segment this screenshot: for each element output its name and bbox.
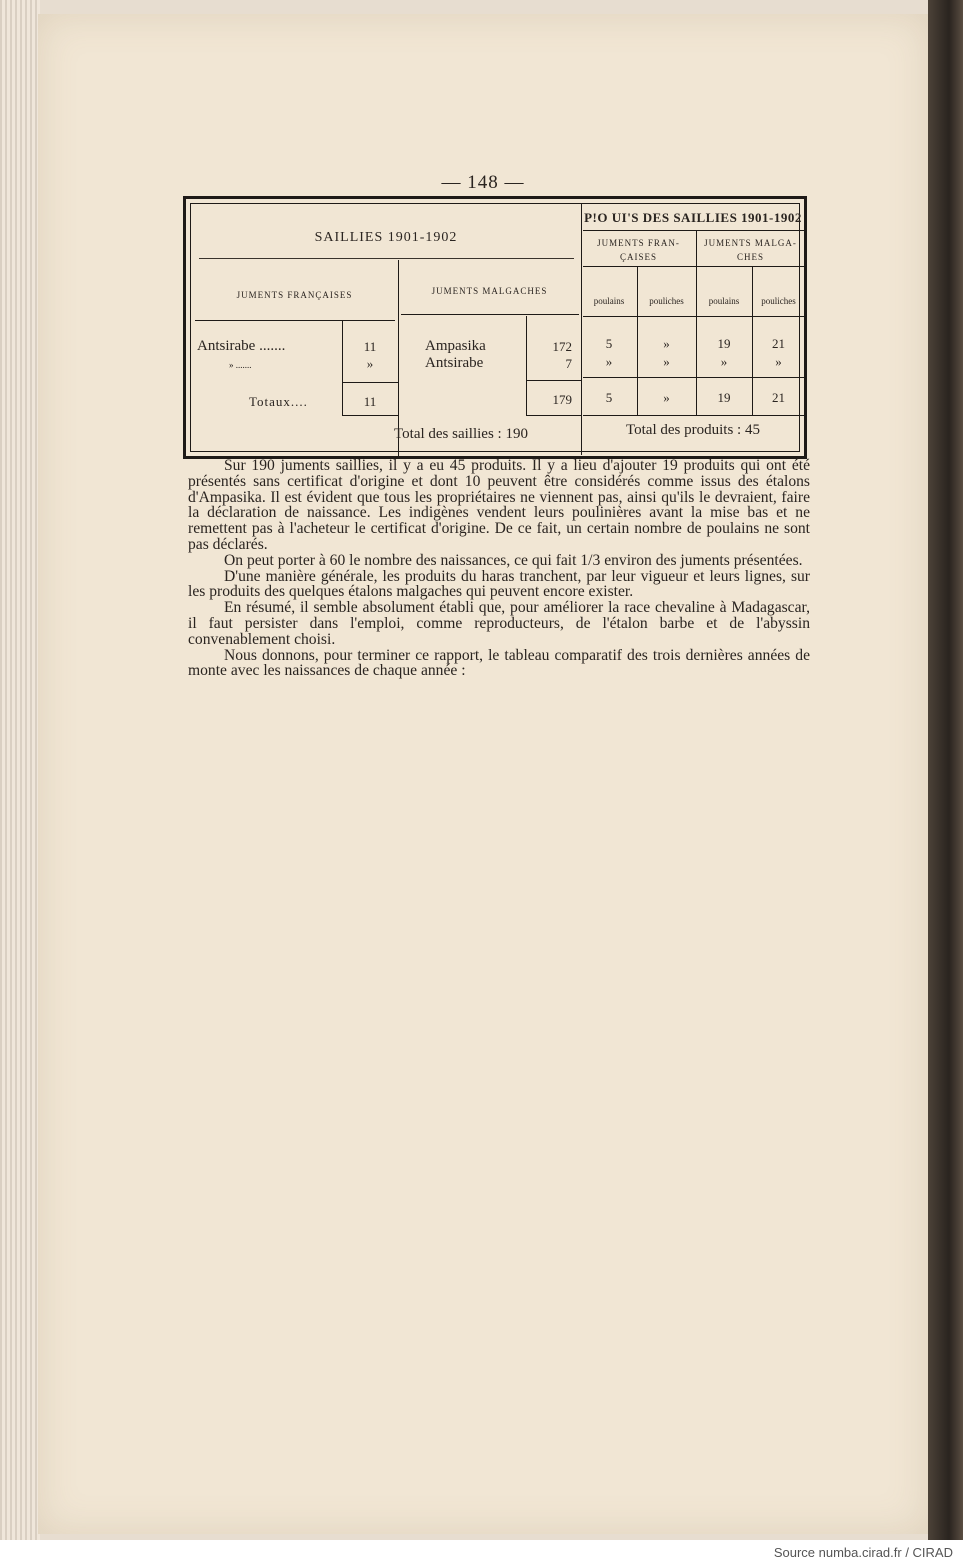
jm-poulains-total: 19 [717,390,731,405]
prod-subheader-rule [583,316,805,317]
book-page [38,14,928,1534]
jm-pouliches-total: 21 [772,390,785,405]
jf-pouliches-2: » [663,354,670,369]
jm-pouliches-1: 21 [772,336,785,351]
total-saillies: Total des saillies : 190 [394,426,528,442]
prod-header-rule [583,266,805,267]
jf-header-rule [195,320,395,321]
prod-total-rule-bottom [583,415,805,416]
page-stack-edge [0,0,40,1540]
jm-header-rule [401,314,579,315]
jf-pouliches-header: pouliches [649,296,684,306]
jf-pouliches-1: » [663,336,670,351]
jf-total-rule-top [342,382,398,383]
title-rule [199,258,574,259]
jf-header: JUMENTS FRANÇAISES [236,290,353,300]
jf-place-1: Antsirabe ....... [197,338,286,354]
jf-count-1: 11 [363,339,377,354]
jm-poulains-1: 19 [717,336,731,351]
book-spine [928,0,963,1540]
jf-total-rule-bottom [342,415,398,416]
jf-pouliches-total: » [663,390,670,405]
page-number: — 148 — [441,172,525,193]
jm-total: 179 [552,392,572,407]
jf-poulains-header: poulains [593,296,625,306]
jf-poulains-1: 5 [605,336,613,351]
prod-jf-header: JUMENTS FRAN-ÇAISES [597,238,680,262]
produits-title: P!O UI'S DES SAILLIES 1901-1902 [584,210,802,225]
jf-place-2: » ....... [229,360,252,370]
jf-poulains-total: 5 [605,390,613,405]
jm-poulains-2: » [720,354,728,369]
paragraph-4: En résumé, il semble absolument établi que, pour améliorer la race chevaline à Madagascar, il faut persister dans l'emploi, comme reproducteurs, de l'étalon barbe et de l'abyssin convenablement choisi. [188,599,810,648]
jm-total-rule-top [526,380,581,381]
jf-total: 11 [363,394,377,409]
jm-place-2: Antsirabe [425,355,484,371]
table-inner-border [190,203,800,452]
jm-place-1: Ampasika [425,338,486,354]
prod-jm-header: JUMENTS MALGA-CHES [704,238,797,262]
saillies-title: SAILLIES 1901-1902 [314,230,458,245]
report-body [188,458,810,679]
paragraph-2: On peut porter à 60 le nombre des naissances, ce qui fait 1/3 environ des juments présentées. [224,551,803,569]
jm-header: JUMENTS MALGACHES [431,286,548,296]
total-produits: Total des produits : 45 [626,422,760,438]
paragraph-5: Nous donnons, pour terminer ce rapport, le tableau comparatif des trois dernières années de monte avec les naissances de chaque année : [188,646,810,680]
paragraph-3: D'une manière générale, les produits du haras tranchent, par leur vigueur et leurs lignes, sur les produits des quelques étalons malgaches qui peuvent encore exister. [188,567,810,601]
jm-total-rule-bottom [526,415,581,416]
paragraph-1: Sur 190 juments saillies, il y a eu 45 produits. Il y a lieu d'ajouter 19 produits qui ont été présentés sans certificat d'origine et dont 10 peuvent être considérés comme issus des étalons d'Ampasika. Il est évident que tous les propriétaires ne viennent pas, ainsi qu'ils le devraient, faire la déclaration de naissance. Les indigènes vendent leurs poulinières avant la mise bas et ne remettent pas à l'acheteur le certificat d'origine. De ce fait, un certain nombre de poulains ne sont pas déclarés. [188,457,810,553]
jm-count-2: 7 [565,356,572,371]
jm-poulains-header: poulains [708,296,740,306]
produits-title-rule [583,230,805,231]
jf-count-2: » [366,356,374,371]
jf-poulains-2: » [605,354,613,369]
prod-total-rule-top [583,377,805,378]
jm-pouliches-header: pouliches [761,296,796,306]
jm-count-1: 172 [552,339,572,354]
totals-label: Totaux.... [249,394,308,409]
jm-pouliches-2: » [775,354,782,369]
source-credit: Source numba.cirad.fr / CIRAD [773,1545,953,1560]
saillies-table [183,196,807,459]
